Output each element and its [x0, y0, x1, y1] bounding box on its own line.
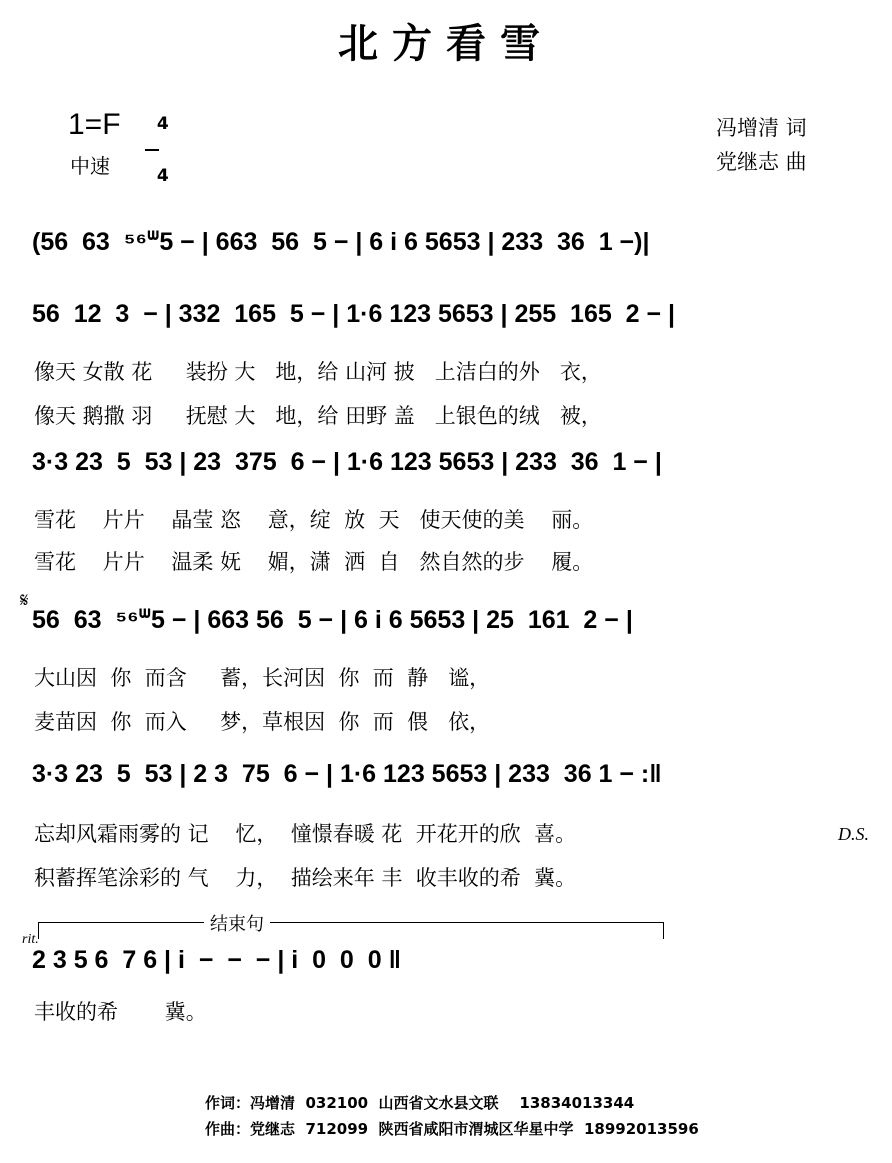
time-sig-bar — [145, 149, 159, 151]
notation-line-intro: (56 63 ⁵⁶ᐜ5 − | 663 56 5 − | 6 i 6 5653 | 233 36 1 −)| — [32, 228, 650, 256]
time-sig-top: 4 — [156, 114, 169, 134]
time-signature — [145, 100, 169, 184]
key-signature: 1=F — [68, 108, 121, 141]
lyric-line-4-verse-1: 忘却风霜雨雾的 记 忆， 憧憬春暖 花 开花开的欣 喜。 — [34, 822, 577, 846]
notation-line-1: 56 12 3 − | 332 165 5 − | 1·6 123 5653 | 255 165 2 − | — [32, 300, 676, 328]
ritardando-marking: rit. — [22, 932, 39, 947]
song-title: 北方看雪 — [338, 21, 554, 67]
time-sig-bottom: 4 — [156, 166, 169, 186]
lyric-line-2-verse-1: 雪花 片片 晶莹 恣 意，绽 放 天 使天使的美 丽。 — [34, 508, 594, 532]
lyric-line-ending: 丰收的希 冀。 — [34, 1000, 207, 1024]
footer-composer-contact: 作曲：党继志 712099 陕西省咸阳市渭城区华星中学 18992013596 — [205, 1120, 699, 1138]
lyric-line-4-verse-2: 积蓄挥笔涂彩的 气 力， 描绘来年 丰 收丰收的希 冀。 — [34, 866, 577, 890]
ending-label: 结束句 — [204, 910, 270, 936]
lyric-line-2-verse-2: 雪花 片片 温柔 妩 媚，潇 洒 自 然自然的步 履。 — [34, 550, 594, 574]
notation-line-ending: 2 3 5 6 7 6 | i − − − | i 0 0 0 ‖ — [32, 946, 402, 974]
tempo-marking: 中速 — [70, 154, 110, 178]
dal-segno-marking: D.S. — [838, 824, 869, 844]
lyric-line-3-verse-1: 大山因 你 而含 蓄，长河因 你 而 静 谧， — [34, 666, 491, 690]
lyric-line-1-verse-2: 像天 鹅撒 羽 抚慰 大 地，给 田野 盖 上银色的绒 被， — [34, 404, 602, 428]
notation-line-3: 56 63 ⁵⁶ᐜ5 − | 663 56 5 − | 6 i 6 5653 | 25 161 2 − | — [32, 606, 633, 634]
ending-bracket — [38, 922, 664, 939]
segno-sign: 𝄋 — [20, 588, 29, 612]
composer-credit: 党继志 曲 — [716, 150, 807, 174]
footer-lyricist-contact: 作词：冯增清 032100 山西省文水县文联 13834013344 — [205, 1094, 635, 1112]
lyricist-credit: 冯增清 词 — [716, 116, 807, 140]
notation-line-2: 3·3 23 5 53 | 23 375 6 − | 1·6 123 5653 | 233 36 1 − | — [32, 448, 662, 476]
lyric-line-1-verse-1: 像天 女散 花 装扮 大 地，给 山河 披 上洁白的外 衣， — [34, 360, 602, 384]
notation-line-4: 3·3 23 5 53 | 2 3 75 6 − | 1·6 123 5653 | 233 36 1 − :‖ — [32, 760, 662, 788]
lyric-line-3-verse-2: 麦苗因 你 而入 梦，草根因 你 而 偎 依， — [34, 710, 491, 734]
